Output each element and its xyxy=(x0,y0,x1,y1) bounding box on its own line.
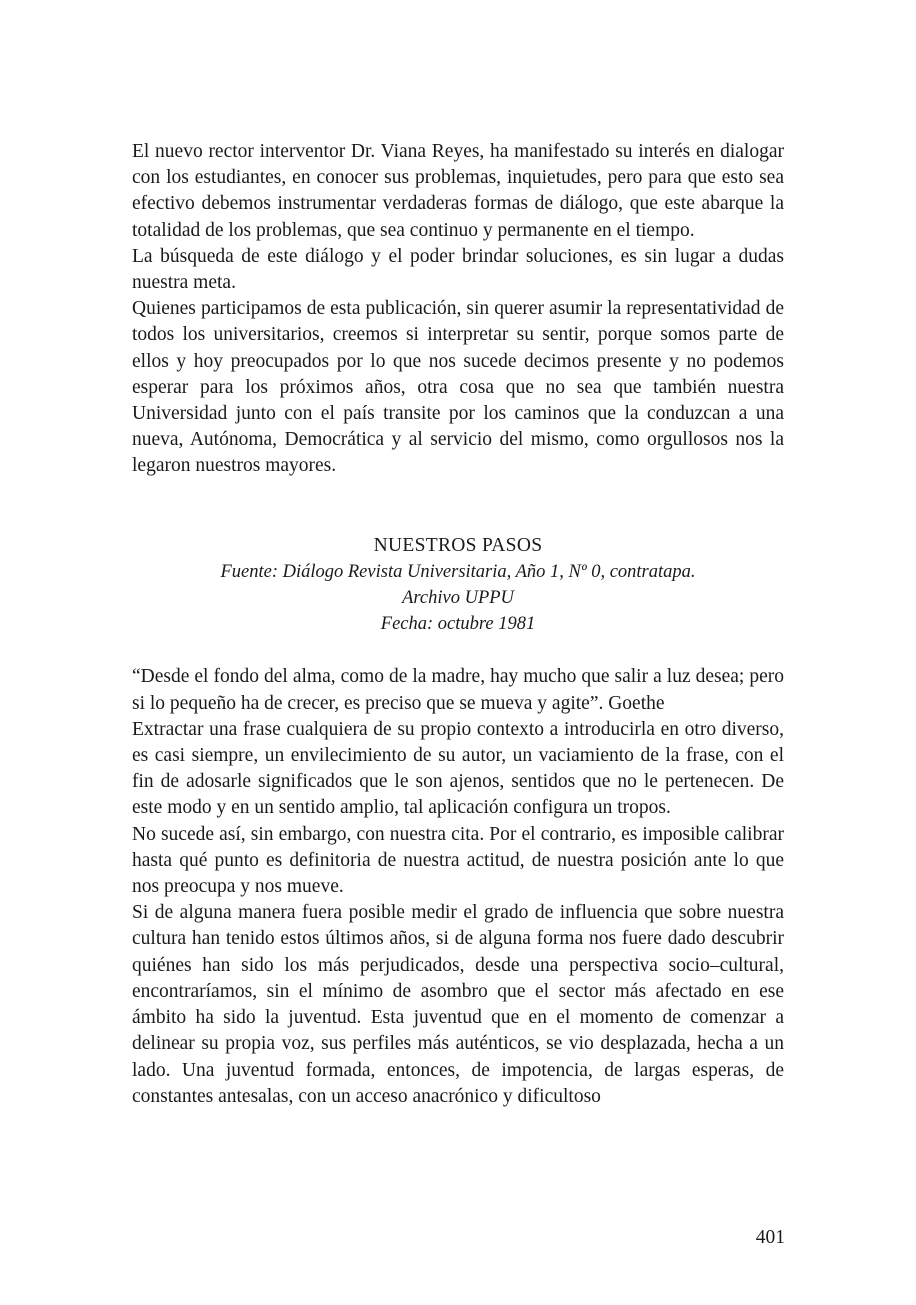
body-paragraph-1: “Desde el fondo del alma, como de la madre, hay mucho que salir a luz desea; pero si lo pequeño ha de crecer, es preciso que se mueva y agite”. Goethe xyxy=(132,666,784,714)
section-source: Fuente: Diálogo Revista Universitaria, Año 1, Nº 0, contratapa. xyxy=(220,561,696,582)
page-content xyxy=(132,139,784,1110)
intro-paragraph-2: La búsqueda de este diálogo y el poder brindar soluciones, es sin lugar a dudas nuestra meta. xyxy=(132,245,784,294)
intro-paragraph-1: El nuevo rector interventor Dr. Viana Reyes, ha manifestado su interés en dialogar con los estudiantes, en conocer sus problemas, inquietudes, pero para que esto sea efectivo debemos instrumentar verdaderas formas de diálogo, que este abarque la totalidad de los problemas, que sea continuo y permanente en el tiempo. xyxy=(132,141,784,241)
body-paragraph-4: Si de alguna manera fuera posible medir el grado de influencia que sobre nuestra cultura han tenido estos últimos años, si de alguna forma nos fuere dado descubrir quiénes han sido los más perjudicados, desde una perspectiva socio–cultural, encontraríamos, sin el mínimo de asombro que el sector más afectado en ese ámbito ha sido la juventud. Esta juventud que en el momento de comenzar a delinear su propia voz, sus perfiles más auténticos, se vio desplazada, hecha a un lado. Una juventud formada, entonces, de impotencia, de largas esperas, de constantes antesalas, con un acceso anacrónico y dificultoso xyxy=(132,902,784,1107)
section-body xyxy=(132,664,784,1109)
section-heading xyxy=(132,533,784,638)
section-date: Fecha: octubre 1981 xyxy=(380,614,536,635)
body-paragraph-2: Extractar una frase cualquiera de su propio contexto a introducirla en otro diverso, es casi siempre, un envilecimiento de su autor, un vaciamiento de la frase, con el fin de adosarle significados que le son ajenos, sentidos que no le pertenecen. De este modo y en un sentido amplio, tal aplicación configura un tropos. xyxy=(132,718,784,819)
body-paragraph-3: No sucede así, sin embargo, con nuestra cita. Por el contrario, es imposible calibrar hasta qué punto es definitoria de nuestra actitud, de nuestra posición ante lo que nos preocupa y nos mueve. xyxy=(132,823,784,898)
page-number: 401 xyxy=(755,1227,785,1248)
intro-paragraph-3: Quienes participamos de esta publicación, sin querer asumir la representatividad de todos los universitarios, creemos si interpretar su sentir, porque somos parte de ellos y hoy preocupados por lo que nos sucede decimos presente y no podemos esperar para los próximos años, otra cosa que no sea que también nuestra Universidad junto con el país transite por los caminos que la conduzcan a una nueva, Autónoma, Democrática y al servicio del mismo, como orgullosos nos la legaron nuestros mayores. xyxy=(132,298,784,477)
section-archive: Archivo UPPU xyxy=(402,588,514,609)
section-title: NUESTROS PASOS xyxy=(373,534,543,556)
